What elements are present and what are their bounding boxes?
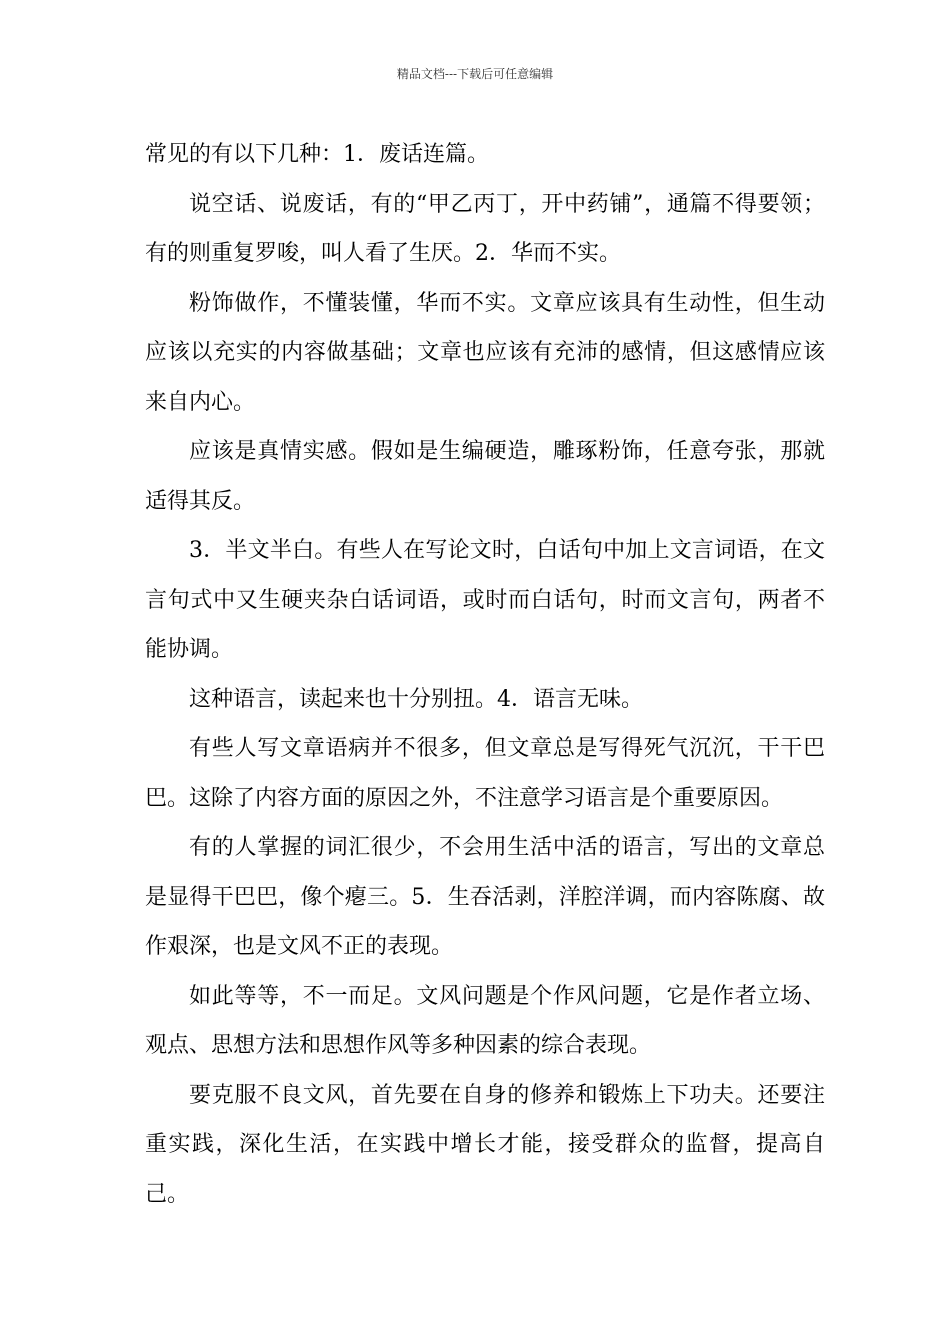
paragraph: 3．半文半白。有些人在写论文时，白话句中加上文言词语，在文言句式中又生硬夹杂白话词语，或时而白话句，时而文言句，两者不能协调。 <box>145 538 825 662</box>
paragraph: 说空话、说废话，有的“甲乙丙丁，开中药铺”，通篇不得要领；有的则重复罗唆，叫人看了生厌。2．华而不实。 <box>145 191 825 266</box>
paragraph: 要克服不良文风，首先要在自身的修养和锻炼上下功夫。还要注重实践，深化生活，在实践中增长才能，接受群众的监督，提高自己。 <box>145 1082 825 1207</box>
paragraph: 如此等等，不一而足。文风问题是个作风问题，它是作者立场、观点、思想方法和思想作风等多种因素的综合表现。 <box>145 983 825 1058</box>
paragraph: 这种语言，读起来也十分别扭。4．语言无味。 <box>189 686 643 712</box>
page-header: 精品文档---下载后可任意编辑 <box>396 67 554 81</box>
paragraph: 有的人掌握的词汇很少，不会用生活中活的语言，写出的文章总是显得干巴巴，像个瘪三。5．生吞活剥，洋腔洋调，而内容陈腐、故作艰深，也是文风不正的表现。 <box>145 835 825 959</box>
paragraph: 应该是真情实感。假如是生编硬造，雕琢粉饰，任意夸张，那就适得其反。 <box>145 439 825 514</box>
paragraph: 粉饰做作，不懂装懂，华而不实。文章应该具有生动性，但生动应该以充实的内容做基础；文章也应该有充沛的感情，但这感情应该来自内心。 <box>145 290 825 415</box>
paragraph: 常见的有以下几种：1．废话连篇。 <box>145 142 489 167</box>
document-body <box>145 130 825 1219</box>
paragraph: 有些人写文章语病并不很多，但文章总是写得死气沉沉，干干巴巴。这除了内容方面的原因之外，不注意学习语言是个重要原因。 <box>145 736 825 811</box>
